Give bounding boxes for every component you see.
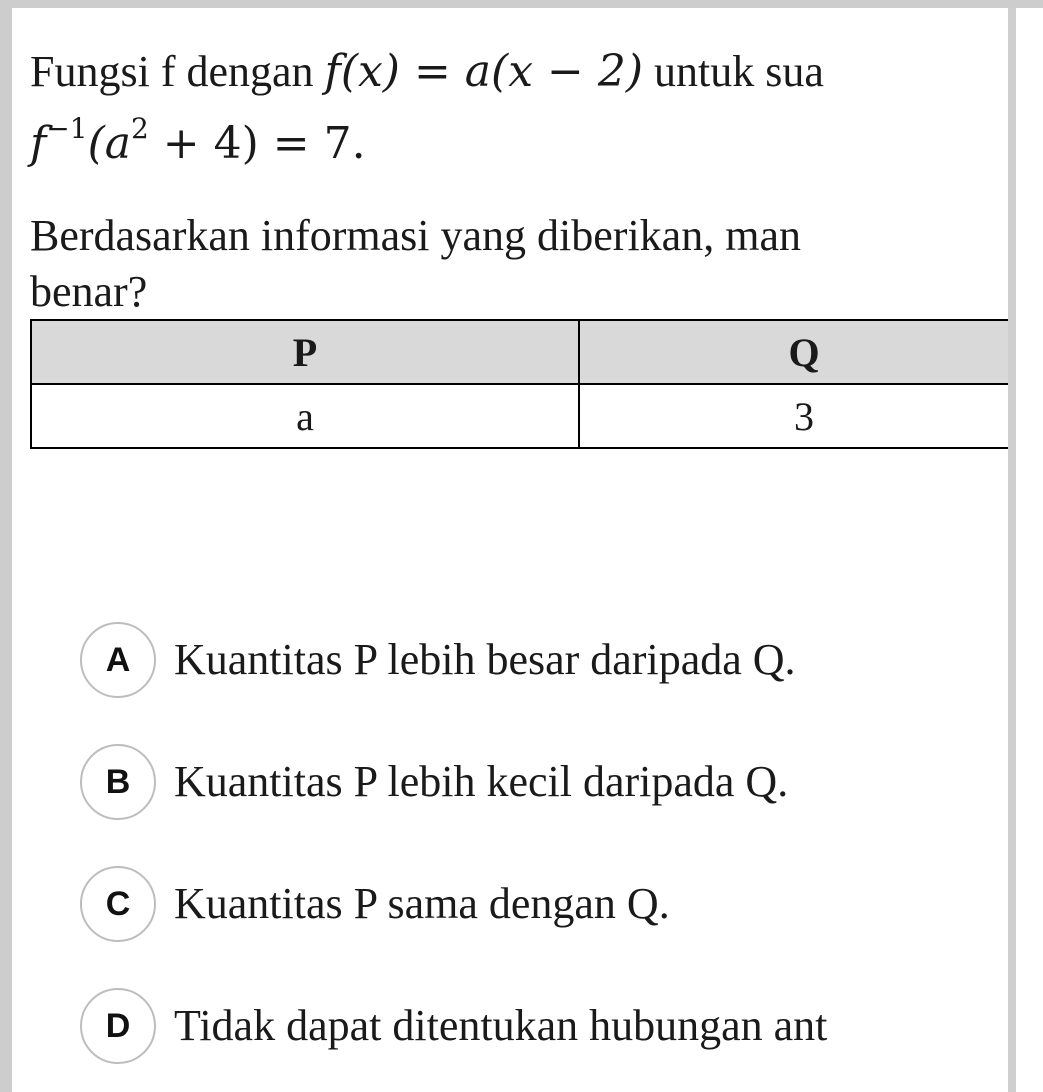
question-text-cont: untuk sua bbox=[643, 47, 824, 96]
option-b-badge[interactable]: B bbox=[80, 744, 156, 820]
option-b[interactable] bbox=[80, 744, 980, 824]
header-q: Q bbox=[579, 320, 1008, 384]
cell-p: a bbox=[31, 384, 579, 448]
option-b-text: Kuantitas P lebih kecil daripada Q. bbox=[174, 757, 789, 806]
question-line-2 bbox=[12, 116, 990, 180]
comparison-table bbox=[30, 319, 1008, 449]
inverse-arg: (a bbox=[87, 118, 131, 169]
left-border bbox=[0, 0, 12, 1092]
option-c[interactable] bbox=[80, 866, 980, 946]
function-definition: f(x) = a(x − 2) bbox=[324, 46, 644, 97]
option-d-badge[interactable]: D bbox=[80, 988, 156, 1064]
option-a-badge[interactable]: A bbox=[80, 622, 156, 698]
right-margin bbox=[1016, 8, 1043, 1092]
option-d[interactable] bbox=[80, 988, 992, 1068]
option-c-badge[interactable]: C bbox=[80, 866, 156, 942]
option-c-text: Kuantitas P sama dengan Q. bbox=[174, 879, 670, 928]
question-text: Fungsi f dengan bbox=[30, 47, 325, 96]
question-line-3 bbox=[12, 208, 990, 272]
question-prompt: Berdasarkan informasi yang diberikan, man bbox=[30, 211, 801, 260]
option-d-text: Tidak dapat ditentukan hubungan ant bbox=[174, 1001, 828, 1050]
question-line-1 bbox=[12, 44, 990, 108]
cell-q: 3 bbox=[579, 384, 1008, 448]
inverse-f: f bbox=[30, 118, 47, 169]
square-exponent: 2 bbox=[130, 116, 149, 145]
top-border bbox=[0, 0, 1043, 8]
inverse-exponent: −1 bbox=[46, 116, 88, 145]
option-a-text: Kuantitas P lebih besar daripada Q. bbox=[174, 635, 796, 684]
option-a[interactable] bbox=[80, 622, 980, 702]
question-prompt-end: benar? bbox=[30, 267, 148, 316]
question-card bbox=[12, 8, 1008, 1092]
table-header-row bbox=[31, 320, 1008, 384]
inverse-equation bbox=[30, 116, 366, 172]
table-row bbox=[31, 384, 1008, 448]
scrollbar-track[interactable] bbox=[1008, 8, 1016, 1092]
question-line-4 bbox=[12, 264, 990, 324]
header-p: P bbox=[31, 320, 579, 384]
inverse-rest: + 4) = 7. bbox=[148, 118, 366, 169]
